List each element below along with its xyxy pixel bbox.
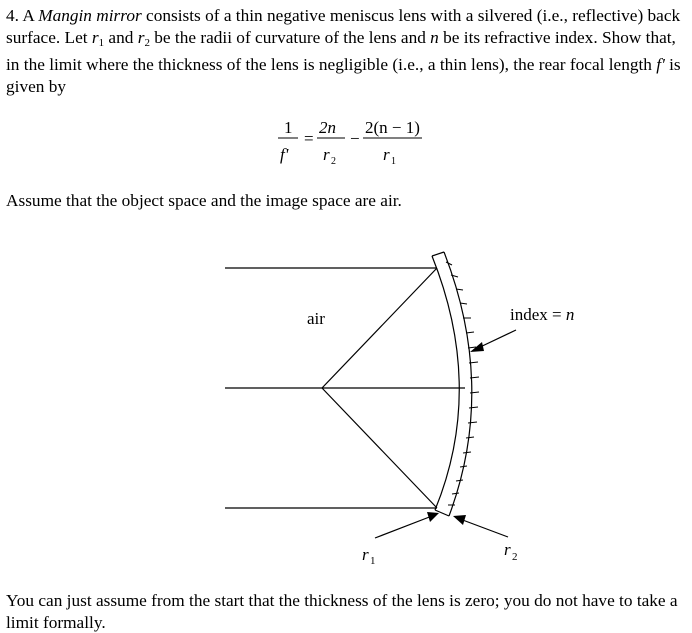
lens-back-surface (444, 252, 472, 516)
statement-text-5: is given by (6, 55, 681, 96)
index-label-n: n (565, 305, 575, 324)
statement-text-4: be its refractive index. Show that, in the limit where the thickness of the lens is negligible (i.e., a thin lens), the rear focal length (6, 27, 676, 74)
assumption-text: Assume that the object space and the image space are air. (6, 191, 402, 210)
r2-label-sub: 2 (512, 551, 518, 563)
statement-text-2: and (104, 27, 138, 47)
r2-arrowhead (453, 515, 466, 525)
air-label: air (307, 309, 325, 328)
formula-r2-sub: 2 (331, 156, 336, 167)
var-r2: r (137, 27, 145, 47)
lens-front-surface (432, 256, 459, 510)
formula-minus: − (350, 129, 360, 148)
var-r2-sub: 2 (144, 36, 150, 49)
var-r1-sub: 1 (98, 36, 105, 49)
formula-r1-sub: 1 (391, 156, 396, 167)
var-r1: r (91, 27, 99, 47)
lens-top-edge (432, 252, 444, 256)
r2-arrow-line (460, 519, 508, 537)
index-label (510, 305, 574, 324)
r1-label: r (362, 545, 369, 564)
index-label-text: index = (510, 305, 566, 324)
silvering-hatch (446, 262, 479, 505)
var-n: n (430, 27, 439, 47)
formula-numerator-1: 1 (284, 118, 293, 137)
formula-equals: = (304, 129, 314, 148)
statement-text-1: consists of a thin negative meniscus lens with a silvered (i.e., reflective) back surface. Let (6, 6, 681, 47)
formula-2n: 2n (319, 118, 336, 137)
r1-label-sub: 1 (370, 555, 376, 567)
reflected-ray-bottom (322, 388, 437, 508)
note-text: You can just assume from the start that the thickness of the lens is zero; you do not have to take a limit formally. (6, 591, 678, 632)
focal-length-formula (270, 118, 440, 173)
formula-f-prime: f' (280, 145, 289, 164)
formula-r2: r (323, 145, 330, 164)
r2-label: r (504, 540, 511, 559)
var-f-prime: f' (656, 55, 665, 74)
problem-statement (6, 5, 690, 97)
r1-arrow-line (375, 516, 432, 538)
r1-arrowhead (427, 512, 439, 522)
mangin-mirror-diagram (0, 240, 692, 580)
formula-2n-minus-1: 2(n − 1) (365, 118, 420, 137)
statement-text-3: be the radii of curvature of the lens and (149, 27, 431, 47)
reflected-ray-top (322, 268, 437, 388)
formula-r1: r (383, 145, 390, 164)
problem-number: 4. A (6, 6, 34, 25)
term-mangin-mirror: Mangin mirror (38, 6, 142, 25)
